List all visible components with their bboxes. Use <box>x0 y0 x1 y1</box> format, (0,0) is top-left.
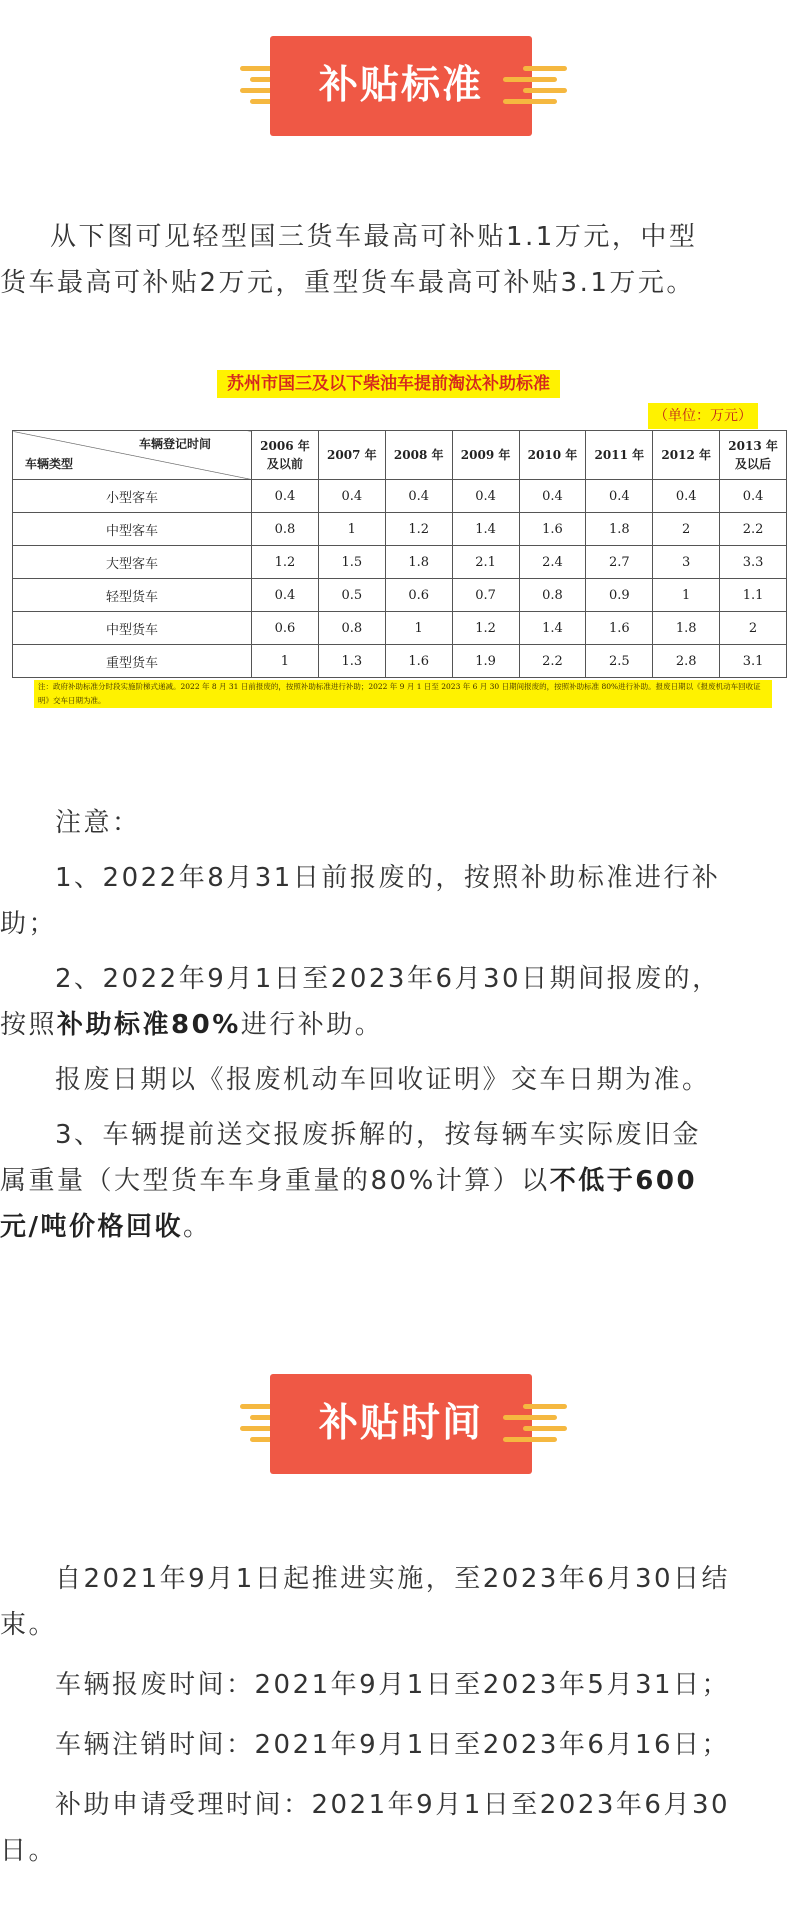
decorative-lines-icon <box>483 1404 561 1444</box>
subsidy-value-cell: 2.7 <box>586 546 653 579</box>
notice-item-3-cont <box>0 1158 790 1204</box>
subsidy-value-cell: 2.1 <box>452 546 519 579</box>
header-registration-time: 车辆登记时间 <box>138 437 211 451</box>
figure-title: 苏州市国三及以下柴油车提前淘汰补助标准 <box>217 370 560 398</box>
subsidy-value-cell: 1 <box>385 612 452 645</box>
subsidy-value-cell: 1.6 <box>586 612 653 645</box>
scrap-period: 车辆报废时间：2021年9月1日至2023年5月31日； <box>55 1670 731 1700</box>
intro-paragraph <box>0 214 790 306</box>
vehicle-type-cell: 大型客车 <box>13 546 252 579</box>
bold-text: 元/吨价格回收 <box>0 1212 183 1242</box>
subsidy-value-cell: 2.4 <box>519 546 586 579</box>
subsidy-value-cell: 0.6 <box>385 579 452 612</box>
subsidy-value-cell: 1.6 <box>385 645 452 678</box>
subsidy-value-cell: 1.2 <box>385 513 452 546</box>
table-row <box>13 645 787 678</box>
subsidy-value-cell: 1.2 <box>252 546 319 579</box>
subsidy-value-cell: 2.5 <box>586 645 653 678</box>
timeline-line: 自2021年9月1日起推进实施，至2023年6月30日结 <box>55 1564 731 1594</box>
table-row <box>13 579 787 612</box>
subsidy-value-cell: 3.3 <box>720 546 787 579</box>
notice-item-2-cont <box>0 1002 790 1048</box>
subsidy-value-cell: 1.8 <box>586 513 653 546</box>
subsidy-value-cell: 1.5 <box>318 546 385 579</box>
subsidy-value-cell: 0.4 <box>720 480 787 513</box>
header-vehicle-type: 车辆类型 <box>25 457 74 471</box>
section-banner-time <box>0 1374 799 1474</box>
notice-item-2: 2、2022年9月1日至2023年6月30日期间报废的， <box>55 964 721 994</box>
section-banner-standard <box>0 36 799 136</box>
subsidy-value-cell: 1.4 <box>519 612 586 645</box>
year-header: 2013 年 及以后 <box>720 431 787 480</box>
subsidy-value-cell: 0.4 <box>653 480 720 513</box>
year-header: 2007 年 <box>318 431 385 480</box>
subsidy-value-cell: 0.4 <box>252 480 319 513</box>
table-row <box>13 480 787 513</box>
subsidy-value-cell: 2.2 <box>519 645 586 678</box>
year-header: 2012 年 <box>653 431 720 480</box>
subsidy-value-cell: 2 <box>720 612 787 645</box>
table-row <box>13 612 787 645</box>
subsidy-value-cell: 0.4 <box>519 480 586 513</box>
year-header: 2010 年 <box>519 431 586 480</box>
timeline-line: 束。 <box>0 1610 58 1640</box>
year-header: 2008 年 <box>385 431 452 480</box>
section-title: 补贴标准 <box>270 36 532 136</box>
subsidy-value-cell: 0.8 <box>519 579 586 612</box>
subsidy-value-cell: 1.8 <box>385 546 452 579</box>
notice-item-3-end <box>0 1204 790 1250</box>
subsidy-value-cell: 0.4 <box>252 579 319 612</box>
year-header: 2009 年 <box>452 431 519 480</box>
text: 属重量（大型货车车身重量的80%计算）以 <box>0 1166 550 1196</box>
diagonal-header-cell <box>13 431 252 480</box>
subsidy-value-cell: 1.2 <box>452 612 519 645</box>
subsidy-value-cell: 3 <box>653 546 720 579</box>
subsidy-value-cell: 2.2 <box>720 513 787 546</box>
subsidy-value-cell: 1.6 <box>519 513 586 546</box>
subsidy-value-cell: 1 <box>653 579 720 612</box>
subsidy-value-cell: 0.8 <box>252 513 319 546</box>
subsidy-value-cell: 0.8 <box>318 612 385 645</box>
notice-item-1-cont: 助； <box>0 909 58 939</box>
vehicle-type-cell: 重型货车 <box>13 645 252 678</box>
vehicle-type-cell: 中型客车 <box>13 513 252 546</box>
notice-paragraph <box>0 800 790 1250</box>
text: 进行补助。 <box>240 1010 384 1040</box>
subsidy-value-cell: 1.8 <box>653 612 720 645</box>
year-header: 2011 年 <box>586 431 653 480</box>
table-header-row <box>13 431 787 480</box>
text: 。 <box>183 1212 212 1242</box>
table-row <box>13 513 787 546</box>
cancel-period: 车辆注销时间：2021年9月1日至2023年6月16日； <box>55 1730 731 1760</box>
subsidy-value-cell: 1 <box>318 513 385 546</box>
timeline-paragraph <box>0 1556 790 1874</box>
vehicle-type-cell: 中型货车 <box>13 612 252 645</box>
year-header: 2006 年 及以前 <box>252 431 319 480</box>
figure-note: 注：政府补助标准分时段实施阶梯式递减。2022 年 8 月 31 日前报废的，按照补助标准进行补助；2022 年 9 月 1 日至 2023 年 6 月 30 日期间报废的，按照补助标准 80%进行补助。报废日期以《报废机动车回收证明》交车日期为准。 <box>34 680 772 708</box>
notice-item-1: 1、2022年8月31日前报废的，按照补助标准进行补 <box>55 863 721 893</box>
subsidy-value-cell: 1 <box>252 645 319 678</box>
subsidy-value-cell: 2.8 <box>653 645 720 678</box>
subsidy-value-cell: 1.3 <box>318 645 385 678</box>
subsidy-table <box>12 430 787 678</box>
intro-line: 货车最高可补贴2万元，重型货车最高可补贴3.1万元。 <box>0 268 695 298</box>
table-row <box>13 546 787 579</box>
subsidy-value-cell: 0.9 <box>586 579 653 612</box>
subsidy-value-cell: 0.6 <box>252 612 319 645</box>
section-title: 补贴时间 <box>270 1374 532 1474</box>
subsidy-value-cell: 0.4 <box>452 480 519 513</box>
subsidy-value-cell: 0.5 <box>318 579 385 612</box>
vehicle-type-cell: 小型客车 <box>13 480 252 513</box>
bold-text: 补助标准80% <box>57 1010 241 1040</box>
intro-line: 从下图可见轻型国三货车最高可补贴1.1万元，中型 <box>50 222 698 252</box>
subsidy-value-cell: 2 <box>653 513 720 546</box>
vehicle-type-cell: 轻型货车 <box>13 579 252 612</box>
subsidy-value-cell: 3.1 <box>720 645 787 678</box>
scrap-date-note: 报废日期以《报废机动车回收证明》交车日期为准。 <box>55 1065 711 1095</box>
notice-label: 注意： <box>55 808 141 838</box>
text: 按照 <box>0 1010 58 1040</box>
figure-unit: （单位：万元） <box>648 403 758 429</box>
apply-period-cont: 日。 <box>0 1836 58 1866</box>
decorative-lines-icon <box>483 66 561 106</box>
notice-item-3: 3、车辆提前送交报废拆解的，按每辆车实际废旧金 <box>55 1120 702 1150</box>
subsidy-value-cell: 1.4 <box>452 513 519 546</box>
subsidy-value-cell: 1.9 <box>452 645 519 678</box>
subsidy-value-cell: 1.1 <box>720 579 787 612</box>
subsidy-value-cell: 0.4 <box>385 480 452 513</box>
subsidy-value-cell: 0.7 <box>452 579 519 612</box>
apply-period: 补助申请受理时间：2021年9月1日至2023年6月30 <box>55 1790 731 1820</box>
subsidy-table-figure <box>12 358 787 718</box>
subsidy-value-cell: 0.4 <box>318 480 385 513</box>
subsidy-value-cell: 0.4 <box>586 480 653 513</box>
bold-text: 不低于600 <box>549 1166 698 1196</box>
